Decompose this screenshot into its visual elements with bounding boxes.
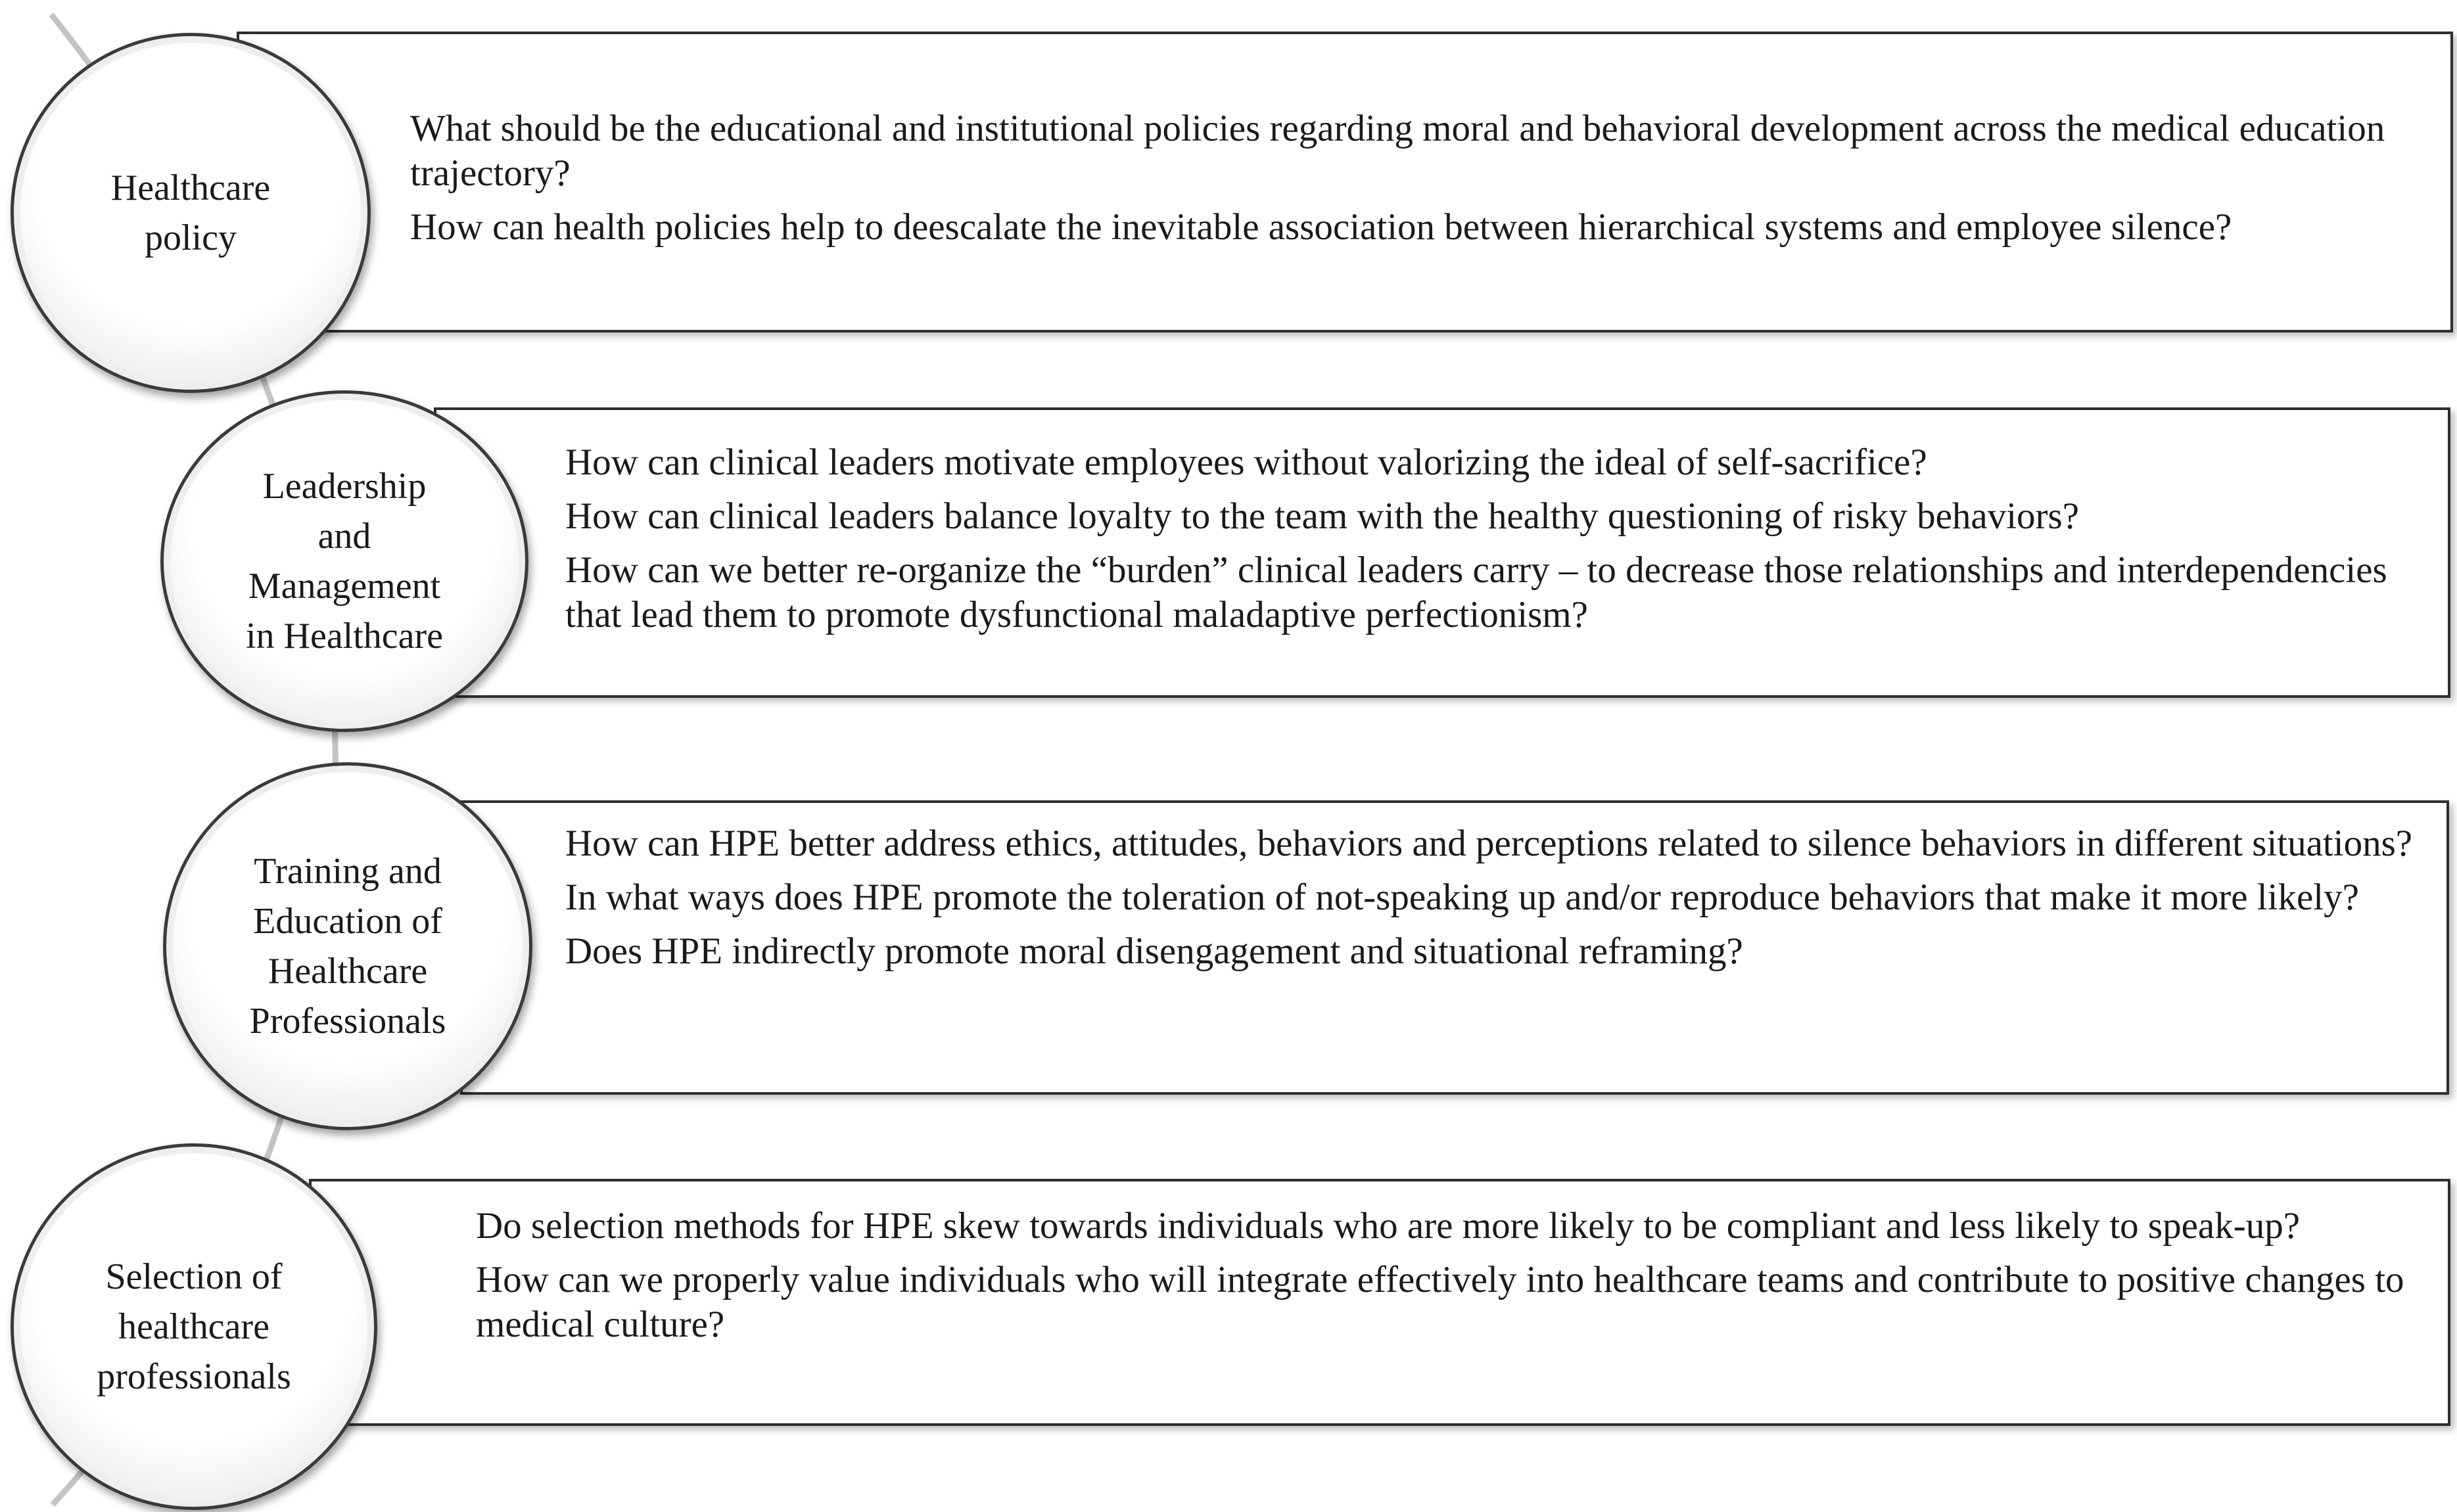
level-circle-training-education — [163, 762, 532, 1130]
question-box-leadership-management — [434, 407, 2450, 698]
question-text: Does HPE indirectly promote moral disengagement and situational reframing? — [565, 930, 1743, 972]
question-text: How can HPE better address ethics, attitudes, behaviors and perceptions related to silence behaviors in different situations? — [565, 823, 2413, 864]
level-circle-healthcare-policy — [11, 33, 371, 393]
level-circle-leadership-management — [160, 390, 528, 732]
question-text: How can clinical leaders motivate employees without valorizing the ideal of self-sacrifice? — [565, 442, 1927, 483]
question-box-training-education — [460, 800, 2449, 1095]
question-list — [565, 440, 2425, 637]
question-text: What should be the educational and institutional policies regarding moral and behavioral development across the medical education trajectory? — [410, 108, 2385, 194]
question-text: How can health policies help to deescalate the inevitable association between hierarchical systems and employee silence? — [410, 206, 2232, 248]
question-box-selection — [309, 1179, 2450, 1426]
question-list — [565, 821, 2432, 974]
question-text: How can clinical leaders balance loyalty to the team with the healthy questioning of risky behaviors? — [565, 495, 2080, 537]
question-box-healthcare-policy — [237, 32, 2453, 332]
question-text: How can we better re-organize the “burden” clinical leaders carry – to decrease those relationships and interdependencies that lead them to promote dysfunctional maladaptive perfectionism? — [565, 549, 2387, 635]
question-text: How can we properly value individuals who will integrate effectively into healthcare teams and contribute to positive changes to medical culture? — [476, 1259, 2404, 1345]
level-label: Leadership and Management in Healthcare — [245, 466, 444, 656]
question-list — [476, 1204, 2435, 1347]
question-text: In what ways does HPE promote the toleration of not-speaking up and/or reproduce behaviors that make it more likely? — [565, 877, 2359, 918]
level-circle-selection — [11, 1143, 377, 1510]
question-list — [410, 106, 2422, 250]
level-label: Healthcare policy — [110, 168, 271, 258]
level-label: Selection of healthcare professionals — [97, 1256, 291, 1397]
level-label: Training and Education of Healthcare Professionals — [249, 851, 446, 1042]
question-text: Do selection methods for HPE skew towards individuals who are more likely to be compliant and less likely to speak-up? — [476, 1205, 2300, 1247]
